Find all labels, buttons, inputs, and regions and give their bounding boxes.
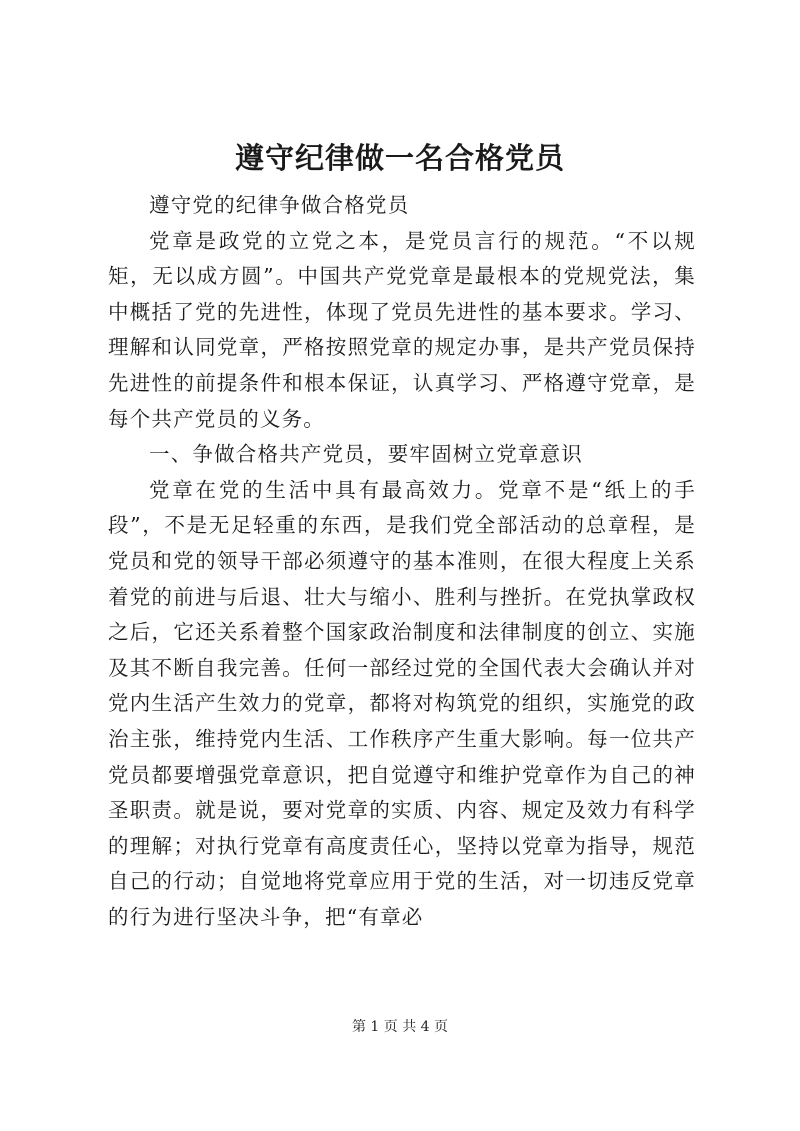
body-paragraph-section-1: 党章在党的生活中具有最高效力。党章不是“纸上的手段”，不是无足轻重的东西，是我们党全部活动的总章程，是党员和党的领导干部必须遵守的基本准则，在很大程度上关系着党的前进与后退、壮大与缩小、胜利与挫折。在党执掌政权之后，它还关系着整个国家政治制度和法律制度的创立、实施及其不断自我完善。任何一部经过党的全国代表大会确认并对党内生活产生效力的党章，都将对构筑党的组织，实施党的政治主张，维持党内生活、工作秩序产生重大影响。每一位共产党员都要增强党章意识，把自觉遵守和维护党章作为自己的神圣职责。就是说，要对党章的实质、内容、规定及效力有科学的理解；对执行党章有高度责任心，坚持以党章为指导，规范自己的行动；自觉地将党章应用于党的生活，对一切违反党章的行为进行坚决斗争，把“有章必 — [108, 477, 696, 929]
subtitle-paragraph: 遵守党的纪律争做合格党员 — [149, 193, 410, 217]
page-footer: 第 1 页 共 4 页 — [351, 1019, 449, 1035]
body-paragraph-intro: 党章是政党的立党之本，是党员言行的规范。“不以规矩，无以成方圆”。中国共产党党章是最根本的党规党法，集中概括了党的先进性，体现了党员先进性的基本要求。学习、理解和认同党章，严格按照党章的规定办事，是共产党员保持先进性的前提条件和根本保证，认真学习、严格遵守党章，是每个共产党员的义务。 — [108, 228, 696, 431]
section-heading-1: 一、争做合格共产党员，要牢固树立党章意识 — [149, 442, 583, 467]
document-body — [108, 188, 696, 935]
document-title: 遵守纪律做一名合格党员 — [234, 141, 565, 175]
